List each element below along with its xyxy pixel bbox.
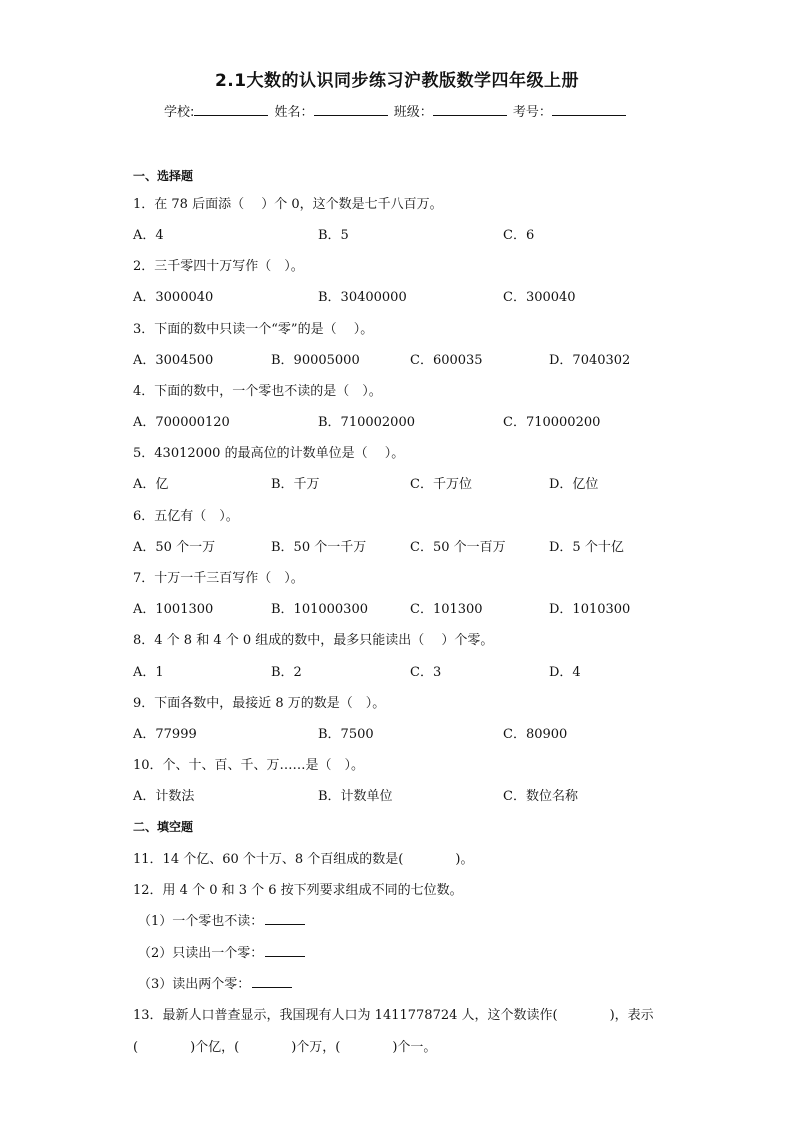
option-4b[interactable]: B．710002000	[318, 415, 415, 430]
question-12: 12．用 4 个 0 和 3 个 6 按下列要求组成不同的七位数。	[133, 883, 463, 898]
option-6b[interactable]: B．50 个一千万	[271, 540, 367, 555]
option-1c[interactable]: C．6	[503, 228, 535, 243]
school-blank[interactable]	[194, 103, 268, 116]
option-8c[interactable]: C．3	[410, 665, 442, 680]
student-info-row	[164, 101, 628, 120]
option-2a[interactable]: A．3000040	[133, 290, 214, 305]
school-label: 学校:	[164, 105, 195, 120]
option-4c[interactable]: C．710000200	[503, 415, 601, 430]
question-3: 3．下面的数中只读一个“零”的是（ ）。	[133, 322, 374, 337]
question-12-part-2	[138, 942, 305, 961]
option-3b[interactable]: B．90005000	[271, 353, 360, 368]
answer-blank-12-3[interactable]	[252, 975, 292, 988]
question-2: 2．三千零四十万写作（ ）。	[133, 259, 304, 274]
option-5a[interactable]: A．亿	[133, 477, 169, 492]
option-9c[interactable]: C．80900	[503, 727, 568, 742]
class-label: 班级：	[393, 105, 433, 120]
number-blank[interactable]	[552, 103, 626, 116]
section-heading-fill: 二、填空题	[133, 820, 194, 834]
option-5b[interactable]: B．千万	[271, 477, 320, 492]
option-8a[interactable]: A．1	[133, 665, 164, 680]
question-13-line-1: 13．最新人口普查显示，我国现有人口为 1411778724 人，这个数读作( )，表示	[133, 1008, 654, 1023]
option-3a[interactable]: A．3004500	[133, 353, 214, 368]
question-6: 6．五亿有（ ）。	[133, 509, 239, 524]
option-9a[interactable]: A．77999	[133, 727, 197, 742]
answer-blank-12-1[interactable]	[265, 912, 305, 925]
option-2c[interactable]: C．300040	[503, 290, 576, 305]
option-10c[interactable]: C．数位名称	[503, 789, 578, 804]
question-7: 7．十万一千三百写作（ ）。	[133, 571, 304, 586]
option-2b[interactable]: B．30400000	[318, 290, 407, 305]
question-12-part-1	[138, 910, 305, 929]
option-10a[interactable]: A．计数法	[133, 789, 195, 804]
name-label: 姓名：	[274, 105, 314, 120]
option-7c[interactable]: C．101300	[410, 602, 483, 617]
question-12-part-1-label: （1）一个零也不读：	[138, 914, 264, 929]
name-blank[interactable]	[314, 103, 388, 116]
page-title: 2.1大数的认识同步练习沪教版数学四年级上册	[214, 71, 580, 91]
option-6a[interactable]: A．50 个一万	[133, 540, 216, 555]
option-1b[interactable]: B．5	[318, 228, 349, 243]
option-6d[interactable]: D．5 个十亿	[549, 540, 624, 555]
option-8d[interactable]: D．4	[549, 665, 581, 680]
question-9: 9．下面各数中，最接近 8 万的数是（ ）。	[133, 696, 386, 711]
question-12-part-3	[138, 973, 292, 992]
section-heading-choice: 一、选择题	[133, 169, 194, 183]
question-11: 11．14 个亿、60 个十万、8 个百组成的数是( )。	[133, 852, 474, 867]
option-8b[interactable]: B．2	[271, 665, 302, 680]
option-4a[interactable]: A．700000120	[133, 415, 230, 430]
answer-blank-12-2[interactable]	[265, 944, 305, 957]
number-label: 考号：	[512, 105, 552, 120]
option-3d[interactable]: D．7040302	[549, 353, 631, 368]
question-8: 8．4 个 8 和 4 个 0 组成的数中，最多只能读出（ ）个零。	[133, 633, 494, 648]
question-13-line-2: ( )个亿，( )个万，( )个一。	[133, 1040, 437, 1055]
option-1a[interactable]: A．4	[133, 228, 164, 243]
question-10: 10．个、十、百、千、万……是（ ）。	[133, 758, 365, 773]
question-4: 4．下面的数中，一个零也不读的是（ ）。	[133, 384, 382, 399]
option-5c[interactable]: C．千万位	[410, 477, 472, 492]
option-6c[interactable]: C．50 个一百万	[410, 540, 506, 555]
option-7b[interactable]: B．101000300	[271, 602, 368, 617]
class-blank[interactable]	[433, 103, 507, 116]
option-7d[interactable]: D．1010300	[549, 602, 631, 617]
question-5: 5．43012000 的最高位的计数单位是（ ）。	[133, 446, 405, 461]
option-10b[interactable]: B．计数单位	[318, 789, 393, 804]
question-12-part-2-label: （2）只读出一个零：	[138, 946, 264, 961]
option-5d[interactable]: D．亿位	[549, 477, 599, 492]
option-9b[interactable]: B．7500	[318, 727, 374, 742]
option-3c[interactable]: C．600035	[410, 353, 483, 368]
question-1: 1．在 78 后面添（ ）个 0，这个数是七千八百万。	[133, 197, 443, 212]
question-12-part-3-label: （3）读出两个零：	[138, 977, 251, 992]
option-7a[interactable]: A．1001300	[133, 602, 214, 617]
